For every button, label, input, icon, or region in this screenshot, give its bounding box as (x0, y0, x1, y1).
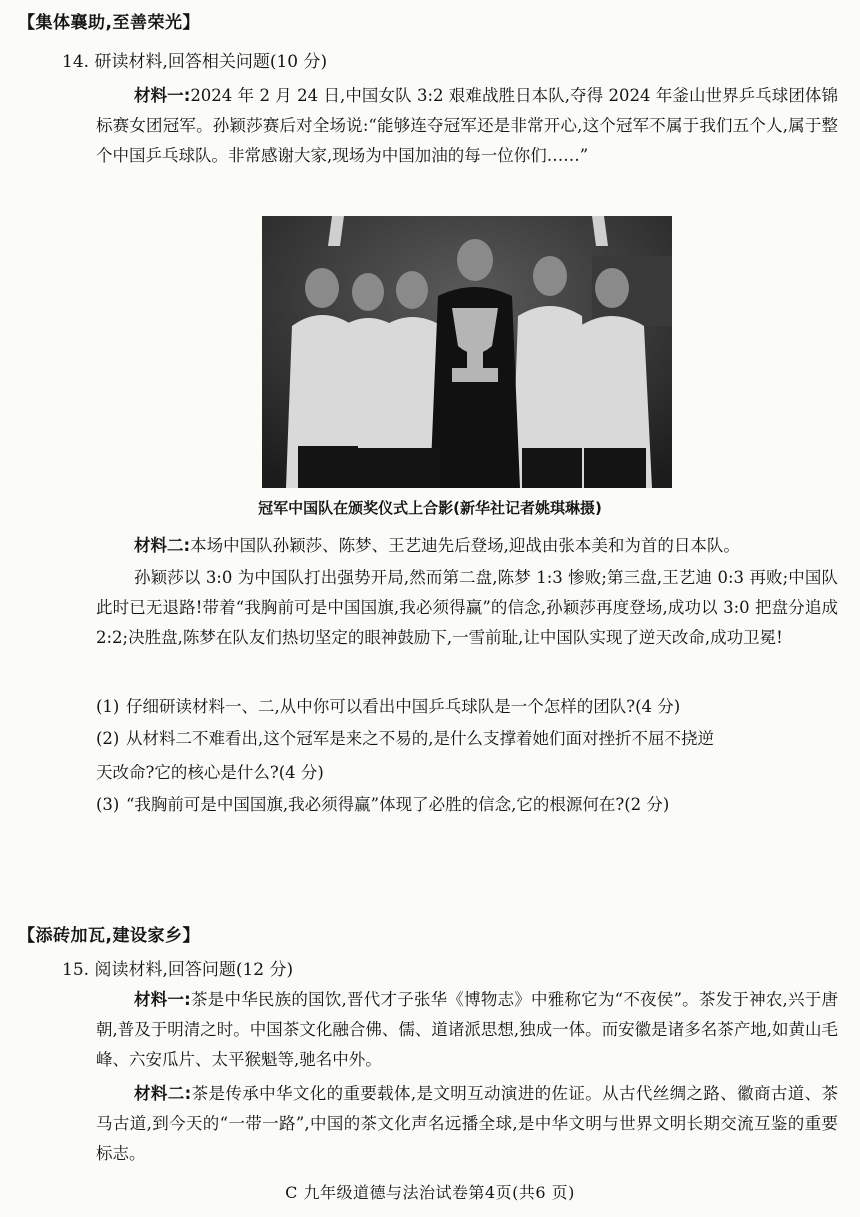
material-15-1-paragraph (96, 985, 838, 1075)
section-title-1: 【集体襄助,至善荣光】 (18, 13, 200, 33)
question-15-title: 15. 阅读材料,回答问题(12 分) (62, 960, 294, 980)
section-title-2: 【添砖加瓦,建设家乡】 (18, 926, 200, 946)
material-1-label: 材料一: (134, 86, 191, 105)
sub-question-2 (96, 723, 838, 755)
sub-question-2-continued: 天改命?它的核心是什么?(4 分) (96, 763, 324, 782)
sub-question-1-text: 仔细研读材料一、二,从中你可以看出中国乒乓球队是一个怎样的团队?(4 分) (126, 697, 681, 716)
sub-question-1-number: (1) (96, 697, 120, 716)
material-2-text: 本场中国队孙颖莎、陈梦、王艺迪先后登场,迎战由张本美和为首的日本队。 (190, 536, 740, 555)
material-15-2-label: 材料二: (134, 1084, 192, 1103)
team-photo (262, 216, 672, 488)
sub-question-1 (96, 691, 838, 723)
page-footer: C 九年级道德与法治试卷第4页(共6 页) (285, 1183, 575, 1202)
material-15-1-text: 茶是中华民族的国饮,晋代才子张华《博物志》中雅称它为“不夜侯”。茶发于神农,兴于唐朝,普及于明清之时。中国茶文化融合佛、儒、道诸派思想,独成一体。而安徽是诸多名茶产地,如黄山毛峰、六安瓜片、太平猴魁等,驰名中外。 (96, 990, 838, 1069)
sub-question-2-text: 从材料二不难看出,这个冠军是来之不易的,是什么支撑着她们面对挫折不屈不挠逆 (126, 729, 714, 748)
sub-question-3 (96, 789, 838, 821)
material-1-text: 2024 年 2 月 24 日,中国女队 3:2 艰难战胜日本队,夺得 2024 年釜山世界乒乓球团体锦标赛女团冠军。孙颖莎赛后对全场说:“能够连夺冠军还是非常开心,这个冠军不属于我们五个人,属于整个中国乒乓球队。非常感谢大家,现场为中国加油的每一位你们……” (96, 86, 838, 165)
material-2-label: 材料二: (134, 536, 191, 555)
material-15-2-text: 茶是传承中华文化的重要载体,是文明互动演进的佐证。从古代丝绸之路、徽商古道、茶马古道,到今天的“一带一路”,中国的茶文化声名远播全球,是中华文明与世界文明长期交流互鉴的重要标志。 (96, 1084, 838, 1163)
material-15-1-label: 材料一: (134, 990, 191, 1009)
material-2-paragraph: 孙颖莎以 3:0 为中国队打出强势开局,然而第二盘,陈梦 1:3 惨败;第三盘,王艺迪 0:3 再败;中国队此时已无退路!带着“我胸前可是中国国旗,我必须得赢”的信念,孙颖莎再度登场,成功以 3:0 把盘分追成 2:2;决胜盘,陈梦在队友们热切坚定的眼神鼓励下,一雪前耻,让中国队实现了逆天改命,成功卫冕! (96, 568, 838, 647)
sub-question-3-text: “我胸前可是中国国旗,我必须得赢”体现了必胜的信念,它的根源何在?(2 分) (126, 795, 670, 814)
sub-question-2-number: (2) (96, 729, 120, 748)
question-14-title: 14. 研读材料,回答相关问题(10 分) (62, 52, 328, 72)
sub-question-3-number: (3) (96, 795, 120, 814)
team-photo-image (262, 216, 672, 488)
material-2-intro (96, 531, 838, 561)
material-1-paragraph (96, 81, 838, 171)
photo-caption: 冠军中国队在颁奖仪式上合影(新华社记者姚琪琳摄) (258, 499, 602, 517)
material-15-2-paragraph (96, 1079, 838, 1169)
